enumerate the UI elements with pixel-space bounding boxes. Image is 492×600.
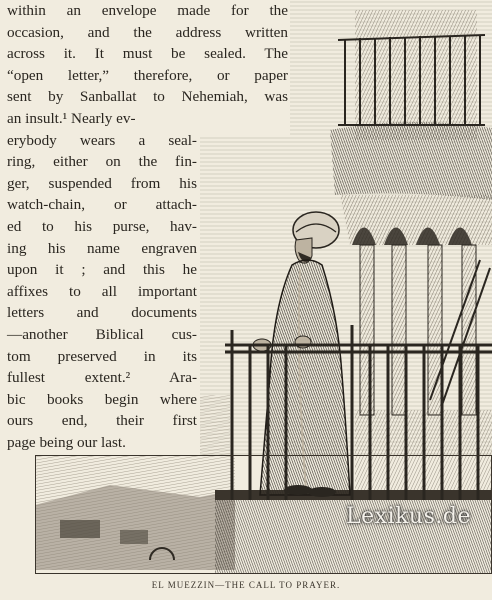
text-line: within an envelope made for the — [7, 2, 288, 19]
text-line: letters and documents — [7, 304, 197, 322]
text-line: bic books begin where — [7, 390, 197, 408]
text-line: page being our last. — [7, 433, 126, 451]
text-line: tom preserved in its — [7, 347, 197, 365]
text-line: ed to his purse, hav- — [7, 217, 197, 235]
text-line: ing his name engraven — [7, 239, 197, 257]
text-line: —another Biblical cus- — [7, 325, 197, 343]
text-line: upon it ; and this he — [7, 261, 197, 279]
text-line: erybody wears a seal- — [7, 131, 197, 149]
text-line: occasion, and the address written — [7, 23, 288, 41]
watermark: Lexikus.de — [346, 504, 471, 529]
paragraph-narrow — [7, 130, 197, 454]
text-line: ours end, their first — [7, 412, 197, 430]
paragraph-top — [0, 0, 292, 130]
figure-caption: EL MUEZZIN—THE CALL TO PRAYER. — [151, 580, 341, 590]
text-line: across it. It must be sealed. The — [7, 45, 288, 63]
text-line: “open letter,” therefore, or paper — [7, 66, 288, 84]
text-line: watch-chain, or attach- — [7, 196, 197, 214]
text-line: fullest extent.² Ara- — [7, 369, 197, 387]
text-line: ger, suspended from his — [7, 174, 197, 192]
text-line: ring, either on the fin- — [7, 153, 197, 171]
balcony-base — [215, 490, 492, 574]
text-line: an insult.¹ Nearly ev- — [7, 109, 136, 127]
text-line: affixes to all important — [7, 282, 197, 300]
text-line: sent by Sanballat to Nehemiah, was — [7, 88, 288, 106]
